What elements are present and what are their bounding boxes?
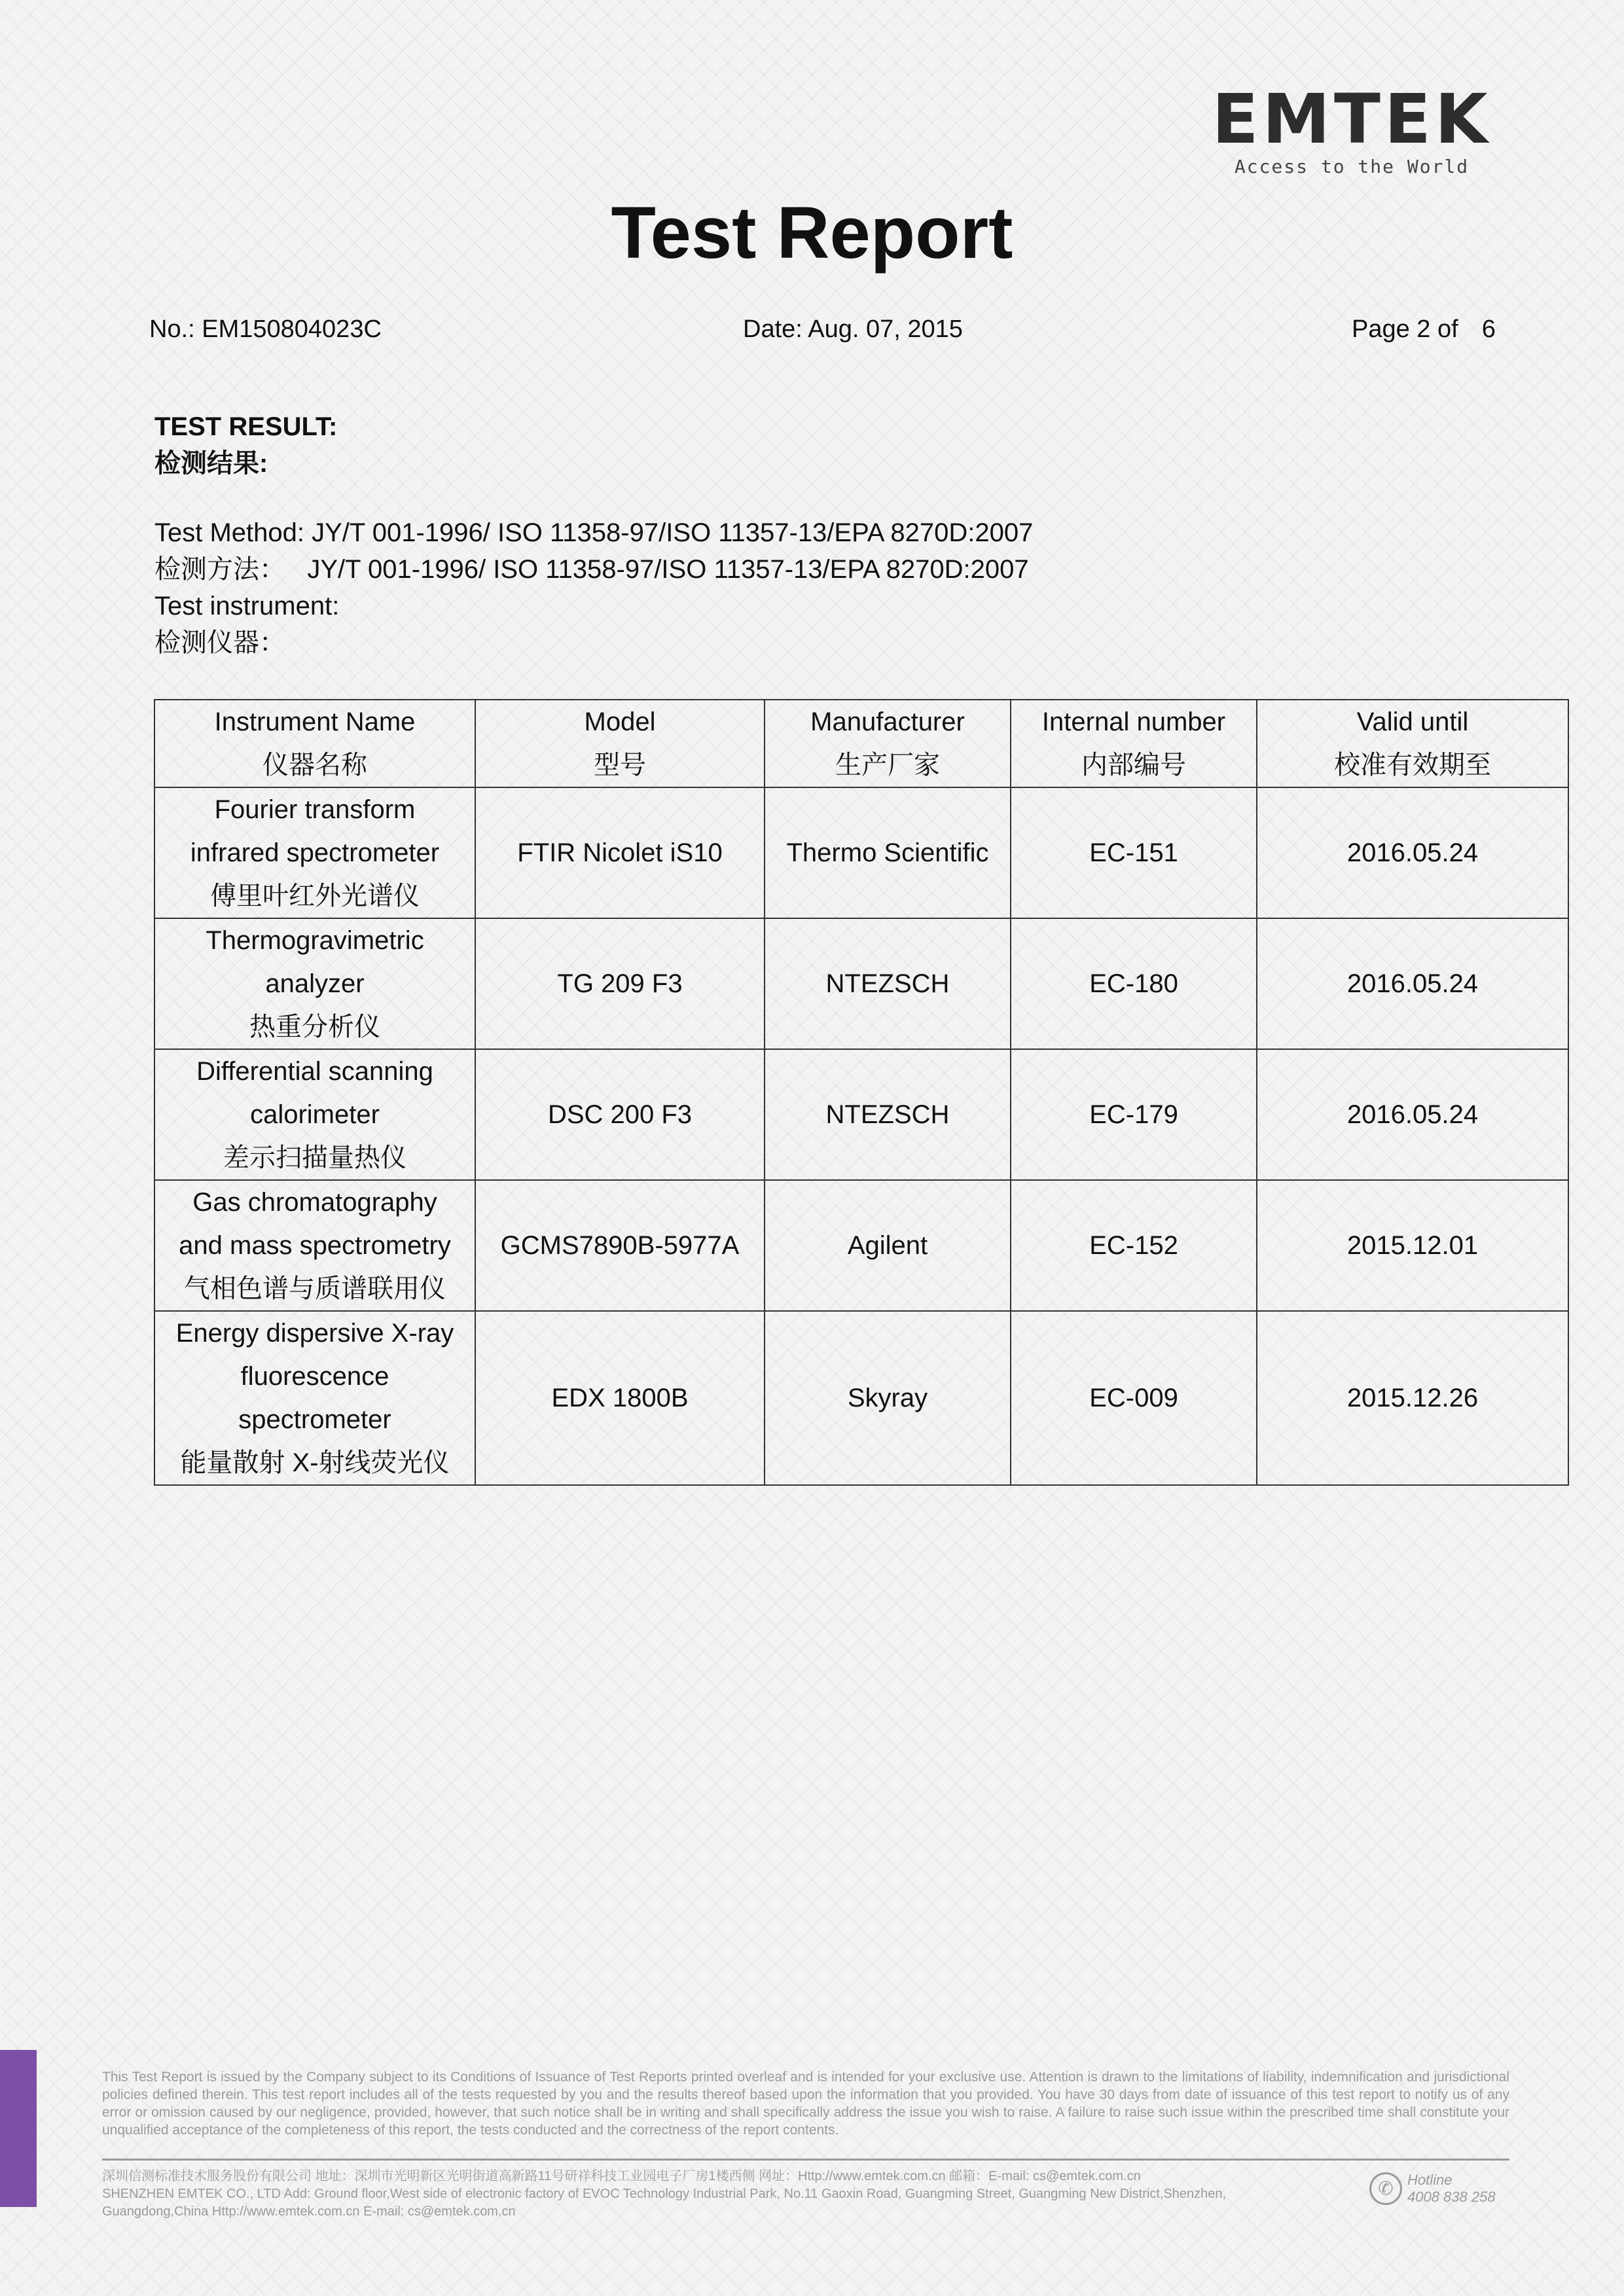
footer-divider bbox=[102, 2159, 1509, 2161]
header-en: Manufacturer bbox=[810, 708, 965, 736]
cell-internal-number: EC-151 bbox=[1011, 787, 1257, 918]
side-accent-bar bbox=[0, 2050, 37, 2207]
cell-manufacturer: Thermo Scientific bbox=[765, 787, 1011, 918]
footer-address-en-2: Guangdong,China Http://www.emtek.com.cn E-mail: cs@emtek.com.cn bbox=[102, 2204, 516, 2219]
test-instrument-cn: 检测仪器： bbox=[154, 628, 285, 657]
name-line: 差示扫描量热仪 bbox=[223, 1143, 406, 1172]
name-line: analyzer bbox=[265, 969, 365, 998]
header-en: Instrument Name bbox=[214, 708, 416, 736]
page-total: 6 bbox=[1481, 315, 1496, 343]
hotline bbox=[1369, 2172, 1513, 2206]
name-line: and mass spectrometry bbox=[179, 1231, 451, 1260]
name-line: Thermogravimetric bbox=[206, 926, 424, 955]
cell-internal-number: EC-179 bbox=[1011, 1049, 1257, 1180]
report-date: Date: Aug. 07, 2015 bbox=[743, 315, 963, 343]
footer-address bbox=[102, 2168, 1333, 2221]
cell-internal-number: EC-152 bbox=[1011, 1180, 1257, 1311]
page-title: Test Report bbox=[611, 192, 1013, 274]
cell-model: GCMS7890B-5977A bbox=[475, 1180, 765, 1311]
name-line: fluorescence bbox=[240, 1362, 389, 1391]
footer-address-cn: 深圳信测标准技术服务股份有限公司 地址：深圳市光明新区光明街道高新路11号研祥科技工业园电子厂房1楼西侧 网址：Http://www.emtek.com.cn 邮箱：E-mail: cs@emtek.com.cn bbox=[102, 2169, 1141, 2183]
header-cn: 内部编号 bbox=[1081, 751, 1186, 780]
header-en: Internal number bbox=[1041, 708, 1226, 736]
cell-model: FTIR Nicolet iS10 bbox=[475, 787, 765, 918]
phone-icon: ✆ bbox=[1369, 2172, 1402, 2205]
name-line: 气相色谱与质谱联用仪 bbox=[184, 1274, 446, 1303]
header-cn: 仪器名称 bbox=[262, 751, 367, 780]
cell-instrument-name bbox=[154, 918, 475, 1049]
cell-model: EDX 1800B bbox=[475, 1311, 765, 1485]
cell-instrument-name bbox=[154, 1180, 475, 1311]
cell-valid-until: 2015.12.26 bbox=[1257, 1311, 1568, 1485]
test-method-block bbox=[154, 514, 1033, 661]
cell-manufacturer: NTEZSCH bbox=[765, 1049, 1011, 1180]
table-header-row bbox=[154, 700, 1568, 787]
header-cn: 校准有效期至 bbox=[1334, 751, 1491, 780]
test-method-cn: 检测方法： JY/T 001-1996/ ISO 11358-97/ISO 11357-13/EPA 8270D:2007 bbox=[154, 555, 1029, 584]
header-internal-number bbox=[1011, 700, 1257, 787]
header-en: Valid until bbox=[1356, 708, 1469, 736]
page-label: Page 2 of bbox=[1352, 315, 1458, 343]
header-instrument-name bbox=[154, 700, 475, 787]
header-cn: 生产厂家 bbox=[835, 751, 940, 780]
test-result-heading-cn: 检测结果: bbox=[154, 449, 268, 478]
cell-valid-until: 2016.05.24 bbox=[1257, 1049, 1568, 1180]
cell-manufacturer: NTEZSCH bbox=[765, 918, 1011, 1049]
name-line: 热重分析仪 bbox=[249, 1013, 380, 1041]
page-indicator bbox=[1352, 317, 1496, 342]
logo-tagline: Access to the World bbox=[1234, 156, 1470, 177]
table-row bbox=[154, 1049, 1568, 1180]
table-row bbox=[154, 918, 1568, 1049]
header-en: Model bbox=[584, 708, 656, 736]
hotline-text bbox=[1407, 2172, 1496, 2206]
hotline-label: Hotline bbox=[1407, 2172, 1453, 2188]
table-row bbox=[154, 1311, 1568, 1485]
name-line: Gas chromatography bbox=[192, 1188, 437, 1217]
name-line: Fourier transform bbox=[214, 795, 416, 824]
test-method-en: Test Method: JY/T 001-1996/ ISO 11358-97/ISO 11357-13/EPA 8270D:2007 bbox=[154, 518, 1034, 547]
table-row bbox=[154, 787, 1568, 918]
cell-valid-until: 2015.12.01 bbox=[1257, 1180, 1568, 1311]
table-row bbox=[154, 1180, 1568, 1311]
name-line: Differential scanning bbox=[196, 1057, 433, 1086]
name-line: infrared spectrometer bbox=[190, 838, 440, 867]
test-result-heading-en: TEST RESULT: bbox=[154, 412, 338, 441]
cell-instrument-name bbox=[154, 1311, 475, 1485]
header-cn: 型号 bbox=[594, 751, 646, 780]
name-line: spectrometer bbox=[238, 1405, 391, 1434]
company-logo bbox=[1201, 79, 1502, 177]
report-number: No.: EM150804023C bbox=[149, 315, 382, 343]
name-line: calorimeter bbox=[250, 1100, 380, 1129]
test-result-heading bbox=[154, 408, 337, 482]
test-instrument-en: Test instrument: bbox=[154, 592, 340, 620]
name-line: 傅里叶红外光谱仪 bbox=[210, 882, 420, 910]
cell-instrument-name bbox=[154, 787, 475, 918]
cell-manufacturer: Skyray bbox=[765, 1311, 1011, 1485]
cell-manufacturer: Agilent bbox=[765, 1180, 1011, 1311]
cell-instrument-name bbox=[154, 1049, 475, 1180]
logo-wordmark: EMTEK bbox=[1212, 79, 1492, 159]
cell-model: TG 209 F3 bbox=[475, 918, 765, 1049]
cell-valid-until: 2016.05.24 bbox=[1257, 918, 1568, 1049]
footer-address-en-1: SHENZHEN EMTEK CO., LTD Add: Ground floor,West side of electronic factory of EVOC Technology Industrial Park, No.11 Gaoxin Road, Guangming Street, Guangming New District,Shenzhen, bbox=[102, 2187, 1227, 2201]
footer-disclaimer: This Test Report is issued by the Company subject to its Conditions of Issuance of Test Reports printed overleaf and is intended for your exclusive use. Attention is drawn to the limitations of liability, indemnification and jurisdictional policies defined therein. This test report includes all of the tests requested by you and the results thereof based upon the information that you provided. You have 30 days from date of issuance of this test report to notify us of any error or omission caused by our negligence, provided, however, that such notice shall be in writing and shall specifically address the issue you wish to raise. A failure to raise such issue within the prescribed time shall constitute your unqualified acceptance of the completeness of this report, the tests conducted and the correctness of the report contents. bbox=[102, 2070, 1509, 2138]
instrument-table bbox=[154, 699, 1569, 1486]
header-manufacturer bbox=[765, 700, 1011, 787]
header-valid-until bbox=[1257, 700, 1568, 787]
cell-valid-until: 2016.05.24 bbox=[1257, 787, 1568, 918]
name-line: Energy dispersive X-ray bbox=[175, 1319, 454, 1348]
cell-internal-number: EC-009 bbox=[1011, 1311, 1257, 1485]
cell-model: DSC 200 F3 bbox=[475, 1049, 765, 1180]
header-model bbox=[475, 700, 765, 787]
hotline-number: 4008 838 258 bbox=[1407, 2189, 1496, 2205]
cell-internal-number: EC-180 bbox=[1011, 918, 1257, 1049]
name-line: 能量散射 X-射线荧光仪 bbox=[180, 1448, 450, 1477]
